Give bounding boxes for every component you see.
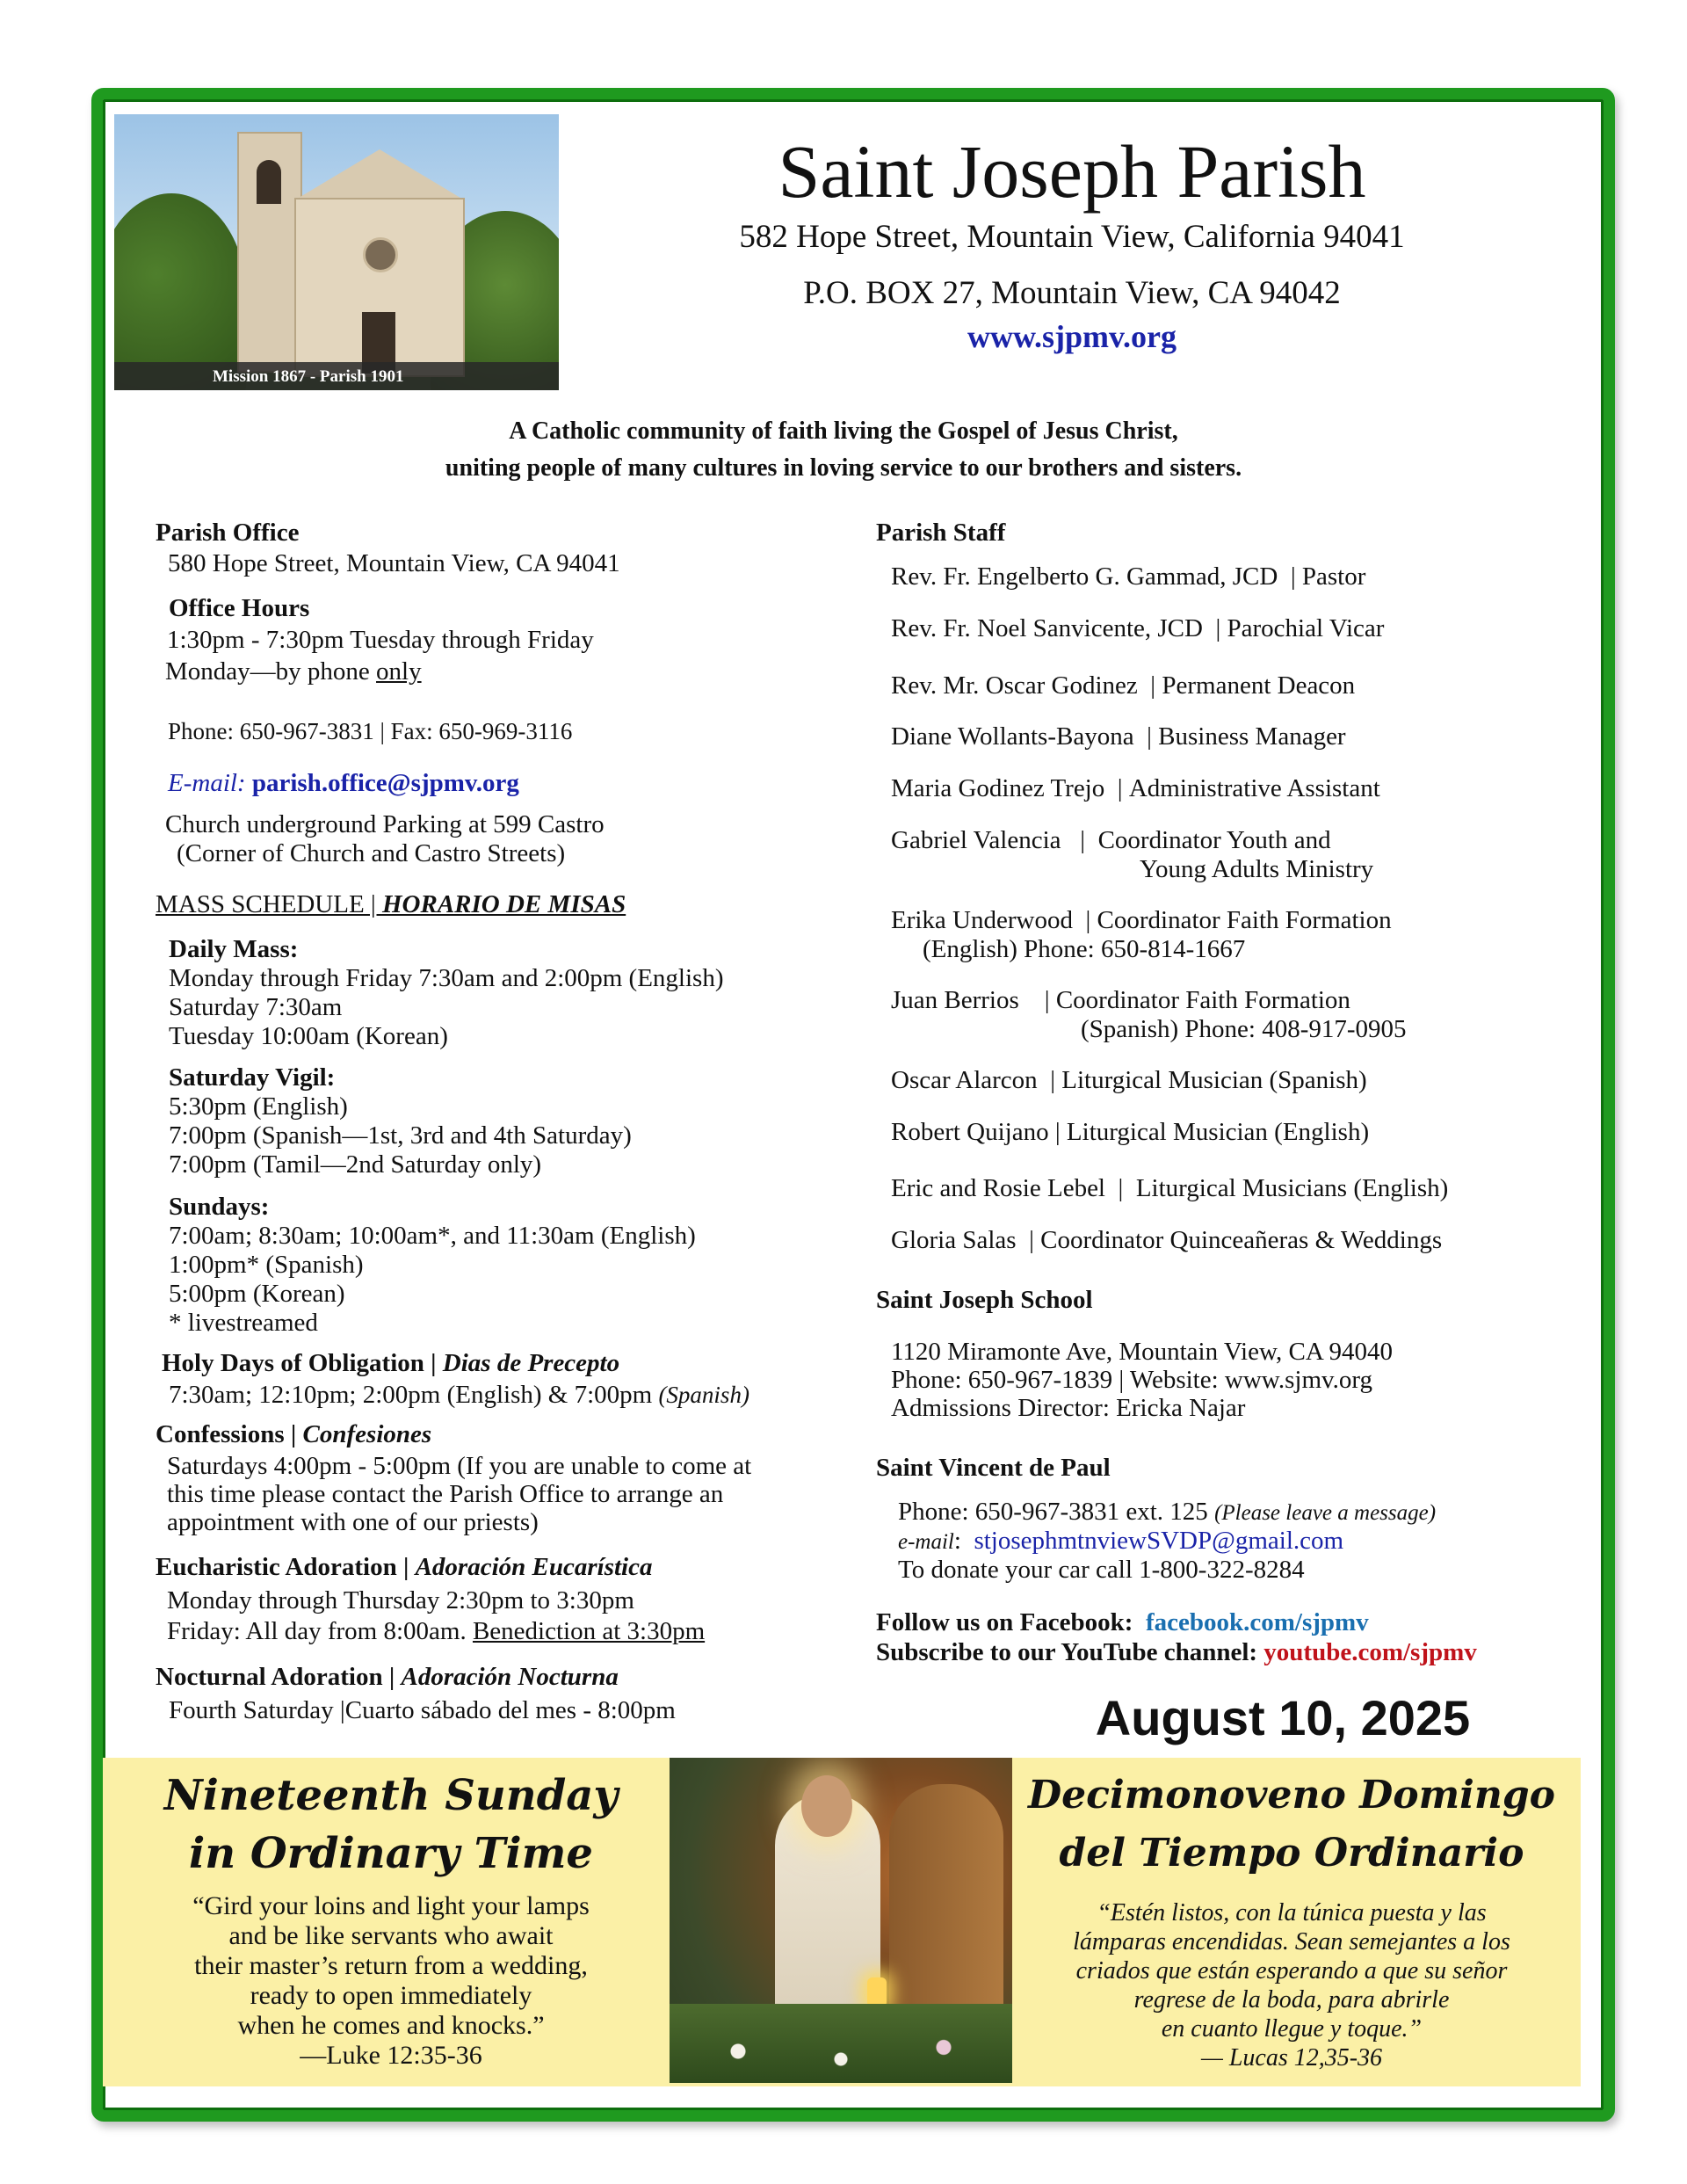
mission-statement [114, 413, 1573, 487]
svdp-email-row: e-mail: stjosephmtnviewSVDP@gmail.com [898, 1527, 1344, 1555]
youtube-link[interactable]: youtube.com/sjpmv [1263, 1638, 1477, 1666]
english-quote: “Gird your loins and light your lamps and be like servants who await their master’s return from a wedding, ready to open immediately when he comes and knocks.” —Luke 12:35-36 [192, 1891, 590, 2070]
spanish-quote: “Estén listos, con la túnica puesta y las lámparas encendidas. Sean semejantes a los criados que están esperando a que su señor regrese de la boda, para abrirle en cuanto llegue y toque.” — Lucas 12,35-36 [1073, 1899, 1510, 2072]
spanish-sunday-title: Decimonoveno Domingo del Tiempo Ordinario [1028, 1773, 1555, 1876]
staff-member: Erika Underwood | Coordinator Faith Formation [891, 906, 1392, 934]
staff-heading: Parish Staff [876, 519, 1006, 547]
jesus-knocking-image [670, 1758, 1012, 2083]
staff-member-role-cont: Young Adults Ministry [1140, 855, 1374, 883]
office-email-link[interactable]: parish.office@sjpmv.org [251, 769, 519, 797]
nocturnal-heading: Nocturnal Adoration | Adoración Nocturna [156, 1663, 619, 1691]
sundays-list [169, 1222, 696, 1338]
adoration-line-2: Friday: All day from 8:00am. Benediction at 3:30pm [167, 1617, 706, 1645]
list-item: 7:00pm (Spanish—1st, 3rd and 4th Saturday) [169, 1121, 632, 1150]
list-item: Monday through Friday 7:30am and 2:00pm (English) [169, 964, 724, 992]
svdp-donate: To donate your car call 1-800-322-8284 [898, 1556, 1305, 1584]
office-heading: Parish Office [156, 519, 300, 547]
staff-member-role-cont: (English) Phone: 650-814-1667 [923, 935, 1246, 963]
list-item: 5:30pm (English) [169, 1092, 348, 1121]
svdp-phone: Phone: 650-967-3831 ext. 125 (Please leave a message) [898, 1498, 1437, 1526]
parish-title: Saint Joseph Parish [778, 129, 1366, 214]
church-photo [114, 114, 559, 390]
parking-line-2: (Corner of Church and Castro Streets) [177, 839, 566, 867]
list-item: 1:00pm* (Spanish) [169, 1251, 364, 1279]
daily-mass-heading: Daily Mass: [169, 935, 299, 963]
parking-line-1: Church underground Parking at 599 Castro [165, 810, 605, 838]
email-label: E-mail: [168, 769, 246, 797]
svdp-email-link[interactable]: stjosephmtnviewSVDP@gmail.com [974, 1527, 1344, 1555]
holy-days-heading: Holy Days of Obligation | Dias de Precepto [162, 1349, 620, 1377]
confessions-text: Saturdays 4:00pm - 5:00pm (If you are unable to come at this time please contact the Parish Office to arrange an appointment with one of our priests) [167, 1452, 752, 1536]
staff-member: Oscar Alarcon | Liturgical Musician (Spanish) [891, 1066, 1367, 1094]
po-box-address: P.O. BOX 27, Mountain View, CA 94042 [803, 275, 1341, 311]
mass-schedule-heading: MASS SCHEDULE | HORARIO DE MISAS [156, 890, 626, 918]
street-address: 582 Hope Street, Mountain View, California 94041 [739, 219, 1405, 255]
bulletin-date: August 10, 2025 [1095, 1690, 1471, 1745]
staff-member: Rev. Mr. Oscar Godinez | Permanent Deacon [891, 671, 1356, 700]
office-phone-fax: Phone: 650-967-3831 | Fax: 650-969-3116 [168, 718, 573, 744]
office-hours-line-2: Monday—by phone only [165, 657, 422, 686]
list-item: 5:00pm (Korean) [169, 1280, 345, 1308]
mission-line-1: A Catholic community of faith living the Gospel of Jesus Christ, [509, 417, 1178, 445]
youtube-row: Subscribe to our YouTube channel: youtube.com/sjpmv [876, 1638, 1477, 1666]
daily-mass-list [169, 964, 724, 1051]
school-info: 1120 Miramonte Ave, Mountain View, CA 94040 Phone: 650-967-1839 | Website: www.sjmv.org Admissions Director: Ericka Najar [891, 1338, 1393, 1422]
vigil-heading: Saturday Vigil: [169, 1063, 336, 1092]
adoration-line-1: Monday through Thursday 2:30pm to 3:30pm [167, 1586, 634, 1614]
staff-member: Diane Wollants-Bayona | Business Manager [891, 722, 1346, 751]
holy-days-times: 7:30am; 12:10pm; 2:00pm (English) & 7:00pm (Spanish) [169, 1381, 749, 1409]
office-hours-heading: Office Hours [169, 594, 310, 622]
facebook-link[interactable]: facebook.com/sjpmv [1145, 1608, 1369, 1636]
staff-member: Gabriel Valencia | Coordinator Youth and [891, 826, 1331, 854]
list-item: Saturday 7:30am [169, 993, 343, 1021]
staff-member: Eric and Rosie Lebel | Liturgical Musicians (English) [891, 1174, 1449, 1202]
staff-member: Maria Godinez Trejo | Administrative Assistant [891, 774, 1380, 802]
office-address: 580 Hope Street, Mountain View, CA 94041 [168, 549, 620, 577]
staff-member: Rev. Fr. Noel Sanvicente, JCD | Parochial Vicar [891, 614, 1385, 642]
list-item: 7:00am; 8:30am; 10:00am*, and 11:30am (English) [169, 1222, 696, 1250]
office-hours-line-1: 1:30pm - 7:30pm Tuesday through Friday [167, 626, 594, 654]
vigil-list [169, 1092, 632, 1179]
list-item: * livestreamed [169, 1309, 318, 1337]
svdp-heading: Saint Vincent de Paul [876, 1454, 1111, 1482]
confessions-heading: Confessions | Confesiones [156, 1420, 432, 1448]
mission-line-2: uniting people of many cultures in loving service to our brothers and sisters. [445, 454, 1242, 482]
school-heading: Saint Joseph School [876, 1286, 1093, 1314]
staff-member: Juan Berrios | Coordinator Faith Formation [891, 986, 1350, 1014]
list-item: 7:00pm (Tamil—2nd Saturday only) [169, 1150, 542, 1179]
english-sunday-title: Nineteenth Sunday in Ordinary Time [163, 1771, 619, 1878]
office-email-row [168, 769, 519, 798]
staff-member: Rev. Fr. Engelberto G. Gammad, JCD | Pastor [891, 562, 1366, 591]
staff-member: Robert Quijano | Liturgical Musician (English) [891, 1118, 1370, 1146]
photo-caption: Mission 1867 - Parish 1901 [213, 367, 404, 386]
sundays-heading: Sundays: [169, 1193, 270, 1221]
website-link[interactable]: www.sjpmv.org [967, 319, 1177, 354]
staff-member: Gloria Salas | Coordinator Quinceañeras & Weddings [891, 1226, 1443, 1254]
list-item: Tuesday 10:00am (Korean) [169, 1022, 448, 1050]
nocturnal-line: Fourth Saturday |Cuarto sábado del mes - 8:00pm [169, 1696, 676, 1724]
adoration-heading: Eucharistic Adoration | Adoración Eucarística [156, 1553, 653, 1581]
facebook-row: Follow us on Facebook: facebook.com/sjpmv [876, 1608, 1369, 1636]
staff-member-role-cont: (Spanish) Phone: 408-917-0905 [1081, 1015, 1407, 1043]
